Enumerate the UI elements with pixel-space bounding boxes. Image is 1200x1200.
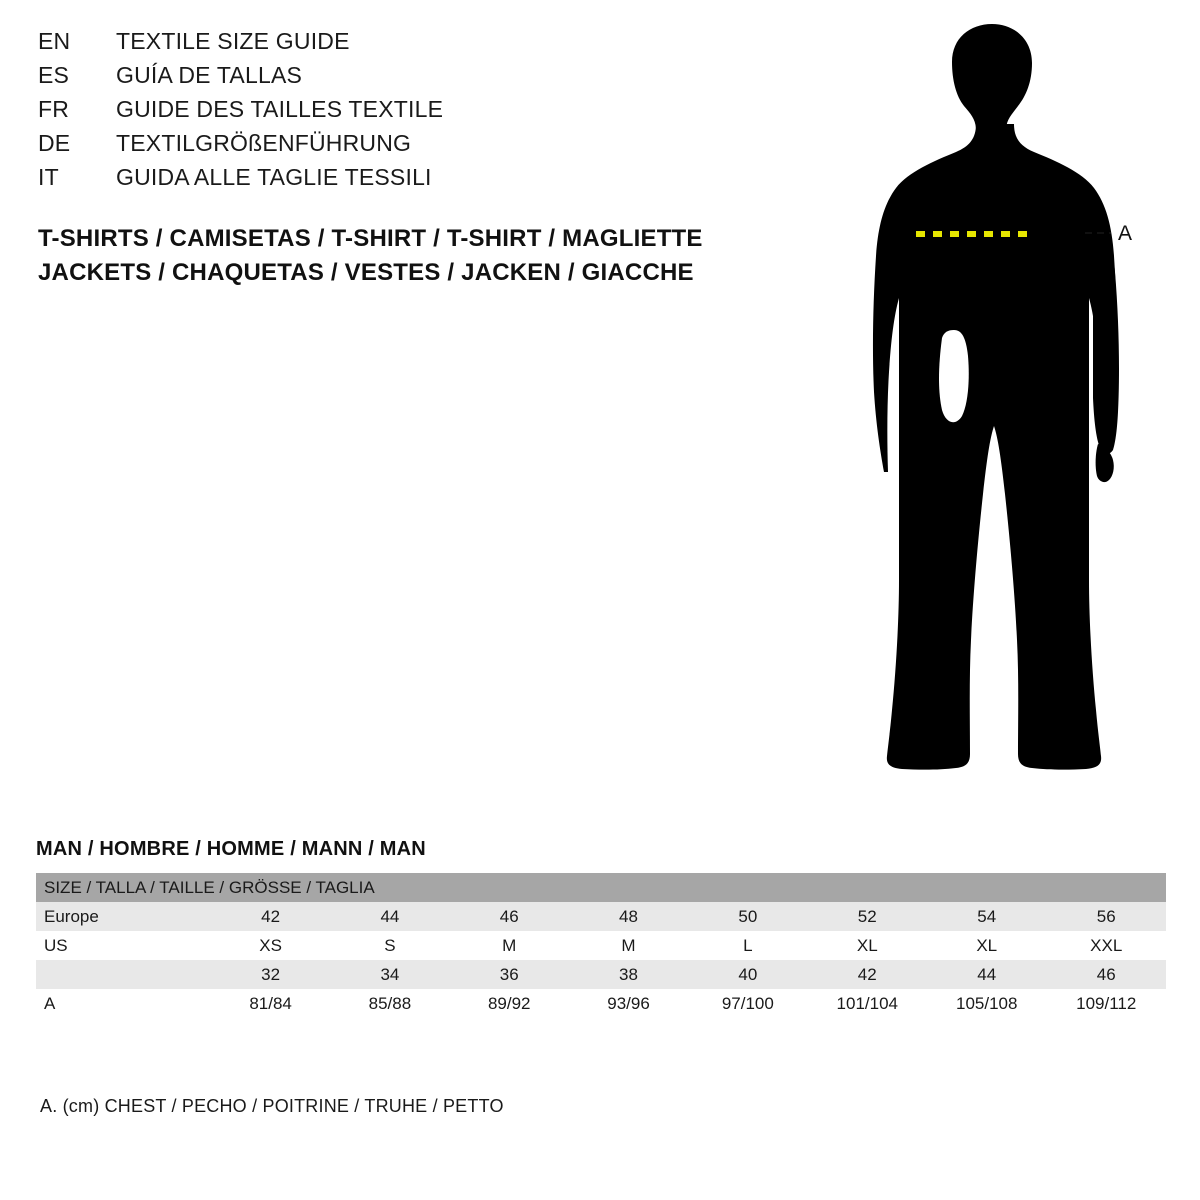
garment-category-block — [38, 222, 798, 290]
cell-value: 44 — [330, 902, 449, 931]
table-header-label: SIZE / TALLA / TAILLE / GRÖSSE / TAGLIA — [36, 873, 1166, 902]
silhouette-shape — [873, 24, 1119, 770]
table-caption-man: MAN / HOMBRE / HOMME / MANN / MAN — [36, 838, 426, 860]
row-label-blank — [36, 960, 211, 989]
row-label-a: A — [36, 989, 211, 1018]
language-code: ES — [38, 62, 70, 88]
language-code: IT — [38, 164, 59, 190]
language-code: FR — [38, 96, 70, 122]
cell-value: 56 — [1046, 902, 1166, 931]
cell-value: 42 — [808, 960, 927, 989]
cell-value: S — [330, 931, 449, 960]
cell-value: 89/92 — [450, 989, 569, 1018]
language-row — [38, 130, 758, 164]
language-code: EN — [38, 28, 71, 54]
cell-value: 81/84 — [211, 989, 330, 1018]
measure-label-a: A — [1118, 222, 1133, 245]
cell-value: M — [569, 931, 688, 960]
cell-value: 46 — [450, 902, 569, 931]
size-table-section — [36, 838, 1166, 1018]
language-title: GUÍA DE TALLAS — [116, 62, 303, 88]
cell-value: XS — [211, 931, 330, 960]
row-label-us: US — [36, 931, 211, 960]
table-row — [36, 902, 1166, 931]
footnote-chest-measure: A. (cm) CHEST / PECHO / POITRINE / TRUHE / PETTO — [40, 1096, 504, 1116]
language-code: DE — [38, 130, 71, 156]
language-title: TEXTILE SIZE GUIDE — [116, 28, 350, 54]
table-row — [36, 989, 1166, 1018]
cell-value: 40 — [688, 960, 807, 989]
cell-value: 50 — [688, 902, 807, 931]
language-row — [38, 164, 758, 198]
body-silhouette-figure — [830, 20, 1170, 790]
cell-value: 34 — [330, 960, 449, 989]
language-row — [38, 96, 758, 130]
size-table — [36, 873, 1166, 1018]
language-title: GUIDA ALLE TAGLIE TESSILI — [116, 164, 432, 190]
cell-value: 46 — [1046, 960, 1166, 989]
cell-value: 97/100 — [688, 989, 807, 1018]
cell-value: 42 — [211, 902, 330, 931]
measure-leader-dashes — [1085, 232, 1111, 234]
cell-value: 38 — [569, 960, 688, 989]
language-row — [38, 62, 758, 96]
table-row — [36, 960, 1166, 989]
category-line-tshirts: T-SHIRTS / CAMISETAS / T-SHIRT / T-SHIRT / MAGLIETTE — [38, 225, 703, 252]
cell-value: 52 — [808, 902, 927, 931]
cell-value: 109/112 — [1046, 989, 1166, 1018]
cell-value: M — [450, 931, 569, 960]
cell-value: 85/88 — [330, 989, 449, 1018]
cell-value: 44 — [927, 960, 1046, 989]
cell-value: XL — [927, 931, 1046, 960]
cell-value: 36 — [450, 960, 569, 989]
language-row — [38, 28, 758, 62]
language-title: TEXTILGRÖßENFÜHRUNG — [116, 130, 412, 156]
table-header-row — [36, 873, 1166, 902]
cell-value: XL — [808, 931, 927, 960]
cell-value: 48 — [569, 902, 688, 931]
cell-value: 101/104 — [808, 989, 927, 1018]
cell-value: L — [688, 931, 807, 960]
cell-value: XXL — [1046, 931, 1166, 960]
cell-value: 105/108 — [927, 989, 1046, 1018]
language-title: GUIDE DES TAILLES TEXTILE — [116, 96, 444, 122]
cell-value: 93/96 — [569, 989, 688, 1018]
category-line-jackets: JACKETS / CHAQUETAS / VESTES / JACKEN / GIACCHE — [38, 259, 694, 286]
language-header-block — [38, 28, 758, 198]
row-label-europe: Europe — [36, 902, 211, 931]
table-row — [36, 931, 1166, 960]
cell-value: 32 — [211, 960, 330, 989]
cell-value: 54 — [927, 902, 1046, 931]
